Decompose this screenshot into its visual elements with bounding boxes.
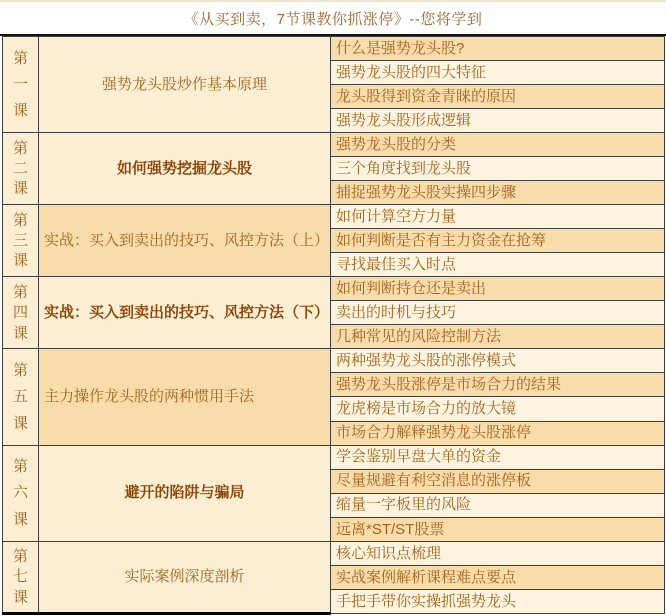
lesson-number-char: 课 <box>12 102 28 120</box>
lesson-number-char: 五 <box>12 388 28 406</box>
lesson-number-vertical <box>3 449 38 537</box>
topic-cell: 手把手带你实操抓强势龙头 <box>331 589 665 613</box>
lesson-number-cell <box>3 445 39 541</box>
topic-cell: 缩量一字板里的风险 <box>331 493 665 517</box>
lesson-title-cell: 实战：买入到卖出的技巧、风控方法（下） <box>39 277 331 349</box>
lesson-number-char: 课 <box>12 180 28 198</box>
topic-cell: 远离*ST/ST股票 <box>331 517 665 541</box>
lesson-number-char: 课 <box>12 324 28 342</box>
topic-cell: 强势龙头股的分类 <box>331 133 665 157</box>
lesson-number-cell <box>3 277 39 349</box>
lesson-number-char: 第 <box>12 283 28 301</box>
lesson-title-cell: 主力操作龙头股的两种惯用手法 <box>39 349 331 445</box>
topic-cell: 如何判断是否有主力资金在抢筹 <box>331 229 665 253</box>
topic-cell: 强势龙头股涨停是市场合力的结果 <box>331 373 665 397</box>
topic-cell: 什么是强势龙头股? <box>331 37 665 61</box>
topic-cell: 如何判断持仓还是卖出 <box>331 277 665 301</box>
topic-cell: 两种强势龙头股的涨停模式 <box>331 349 665 373</box>
lesson-title-cell: 如何强势挖掘龙头股 <box>39 133 331 205</box>
lesson-number-vertical <box>3 281 38 345</box>
lesson-number-char: 第 <box>12 211 28 229</box>
lesson-number-cell <box>3 205 39 277</box>
topic-cell: 强势龙头股形成逻辑 <box>331 109 665 133</box>
lesson-number-char: 七 <box>12 568 28 586</box>
course-curriculum-table <box>2 36 665 615</box>
lesson-number-char: 课 <box>12 510 28 528</box>
lesson-number-char: 一 <box>12 75 28 93</box>
lesson-title-cell: 实际案例深度剖析 <box>39 541 331 613</box>
topic-cell: 学会鉴别早盘大单的资金 <box>331 445 665 469</box>
lesson-number-char: 第 <box>12 139 28 157</box>
title-band <box>0 2 666 36</box>
topic-cell: 龙虎榜是市场合力的放大镜 <box>331 397 665 421</box>
lesson-number-cell <box>3 133 39 205</box>
topic-cell: 核心知识点梳理 <box>331 541 665 565</box>
lesson-number-char: 第 <box>12 458 28 476</box>
topic-cell: 几种常见的风险控制方法 <box>331 325 665 349</box>
lesson-number-vertical <box>3 545 38 609</box>
curriculum-body <box>3 37 665 614</box>
lesson-title-cell: 实战：买入到卖出的技巧、风控方法（上） <box>39 205 331 277</box>
lesson-number-cell <box>3 37 39 133</box>
lesson-number-vertical <box>3 209 38 273</box>
topic-cell: 强势龙头股的四大特征 <box>331 61 665 85</box>
topic-cell: 龙头股得到资金青睐的原因 <box>331 85 665 109</box>
topic-cell: 尽量规避有利空消息的涨停板 <box>331 469 665 493</box>
lesson-title-cell: 避开的陷阱与骗局 <box>39 445 331 541</box>
lesson-title-cell: 强势龙头股炒作基本原理 <box>39 37 331 133</box>
topic-row <box>3 133 665 157</box>
lesson-number-char: 第 <box>12 49 28 67</box>
lesson-number-char: 第 <box>12 547 28 565</box>
lesson-number-char: 三 <box>12 232 28 250</box>
lesson-number-char: 第 <box>12 362 28 380</box>
lesson-number-vertical <box>3 41 38 129</box>
topic-row <box>3 205 665 229</box>
lesson-number-vertical <box>3 137 38 201</box>
topic-row <box>3 277 665 301</box>
topic-cell: 三个角度找到龙头股 <box>331 157 665 181</box>
lesson-number-char: 二 <box>12 160 28 178</box>
lesson-number-char: 课 <box>12 252 28 270</box>
lesson-number-char: 四 <box>12 304 28 322</box>
lesson-number-char: 课 <box>12 414 28 432</box>
topic-cell: 如何计算空方力量 <box>331 205 665 229</box>
topic-cell: 捕捉强势龙头股实操四步骤 <box>331 181 665 205</box>
topic-row <box>3 541 665 565</box>
lesson-number-char: 课 <box>12 588 28 606</box>
lesson-number-cell <box>3 541 39 613</box>
topic-row <box>3 37 665 61</box>
lesson-number-char: 六 <box>12 484 28 502</box>
lesson-number-cell <box>3 349 39 445</box>
topic-cell: 寻找最佳买入时点 <box>331 253 665 277</box>
page-title: 《从买到卖，7节课教你抓涨停》--您将学到 <box>183 10 483 28</box>
topic-cell: 卖出的时机与技巧 <box>331 301 665 325</box>
topic-row <box>3 349 665 373</box>
lesson-number-vertical <box>3 353 38 441</box>
topic-cell: 市场合力解释强势龙头股涨停 <box>331 421 665 445</box>
topic-cell: 实战案例解析课程难点要点 <box>331 565 665 589</box>
topic-row <box>3 445 665 469</box>
